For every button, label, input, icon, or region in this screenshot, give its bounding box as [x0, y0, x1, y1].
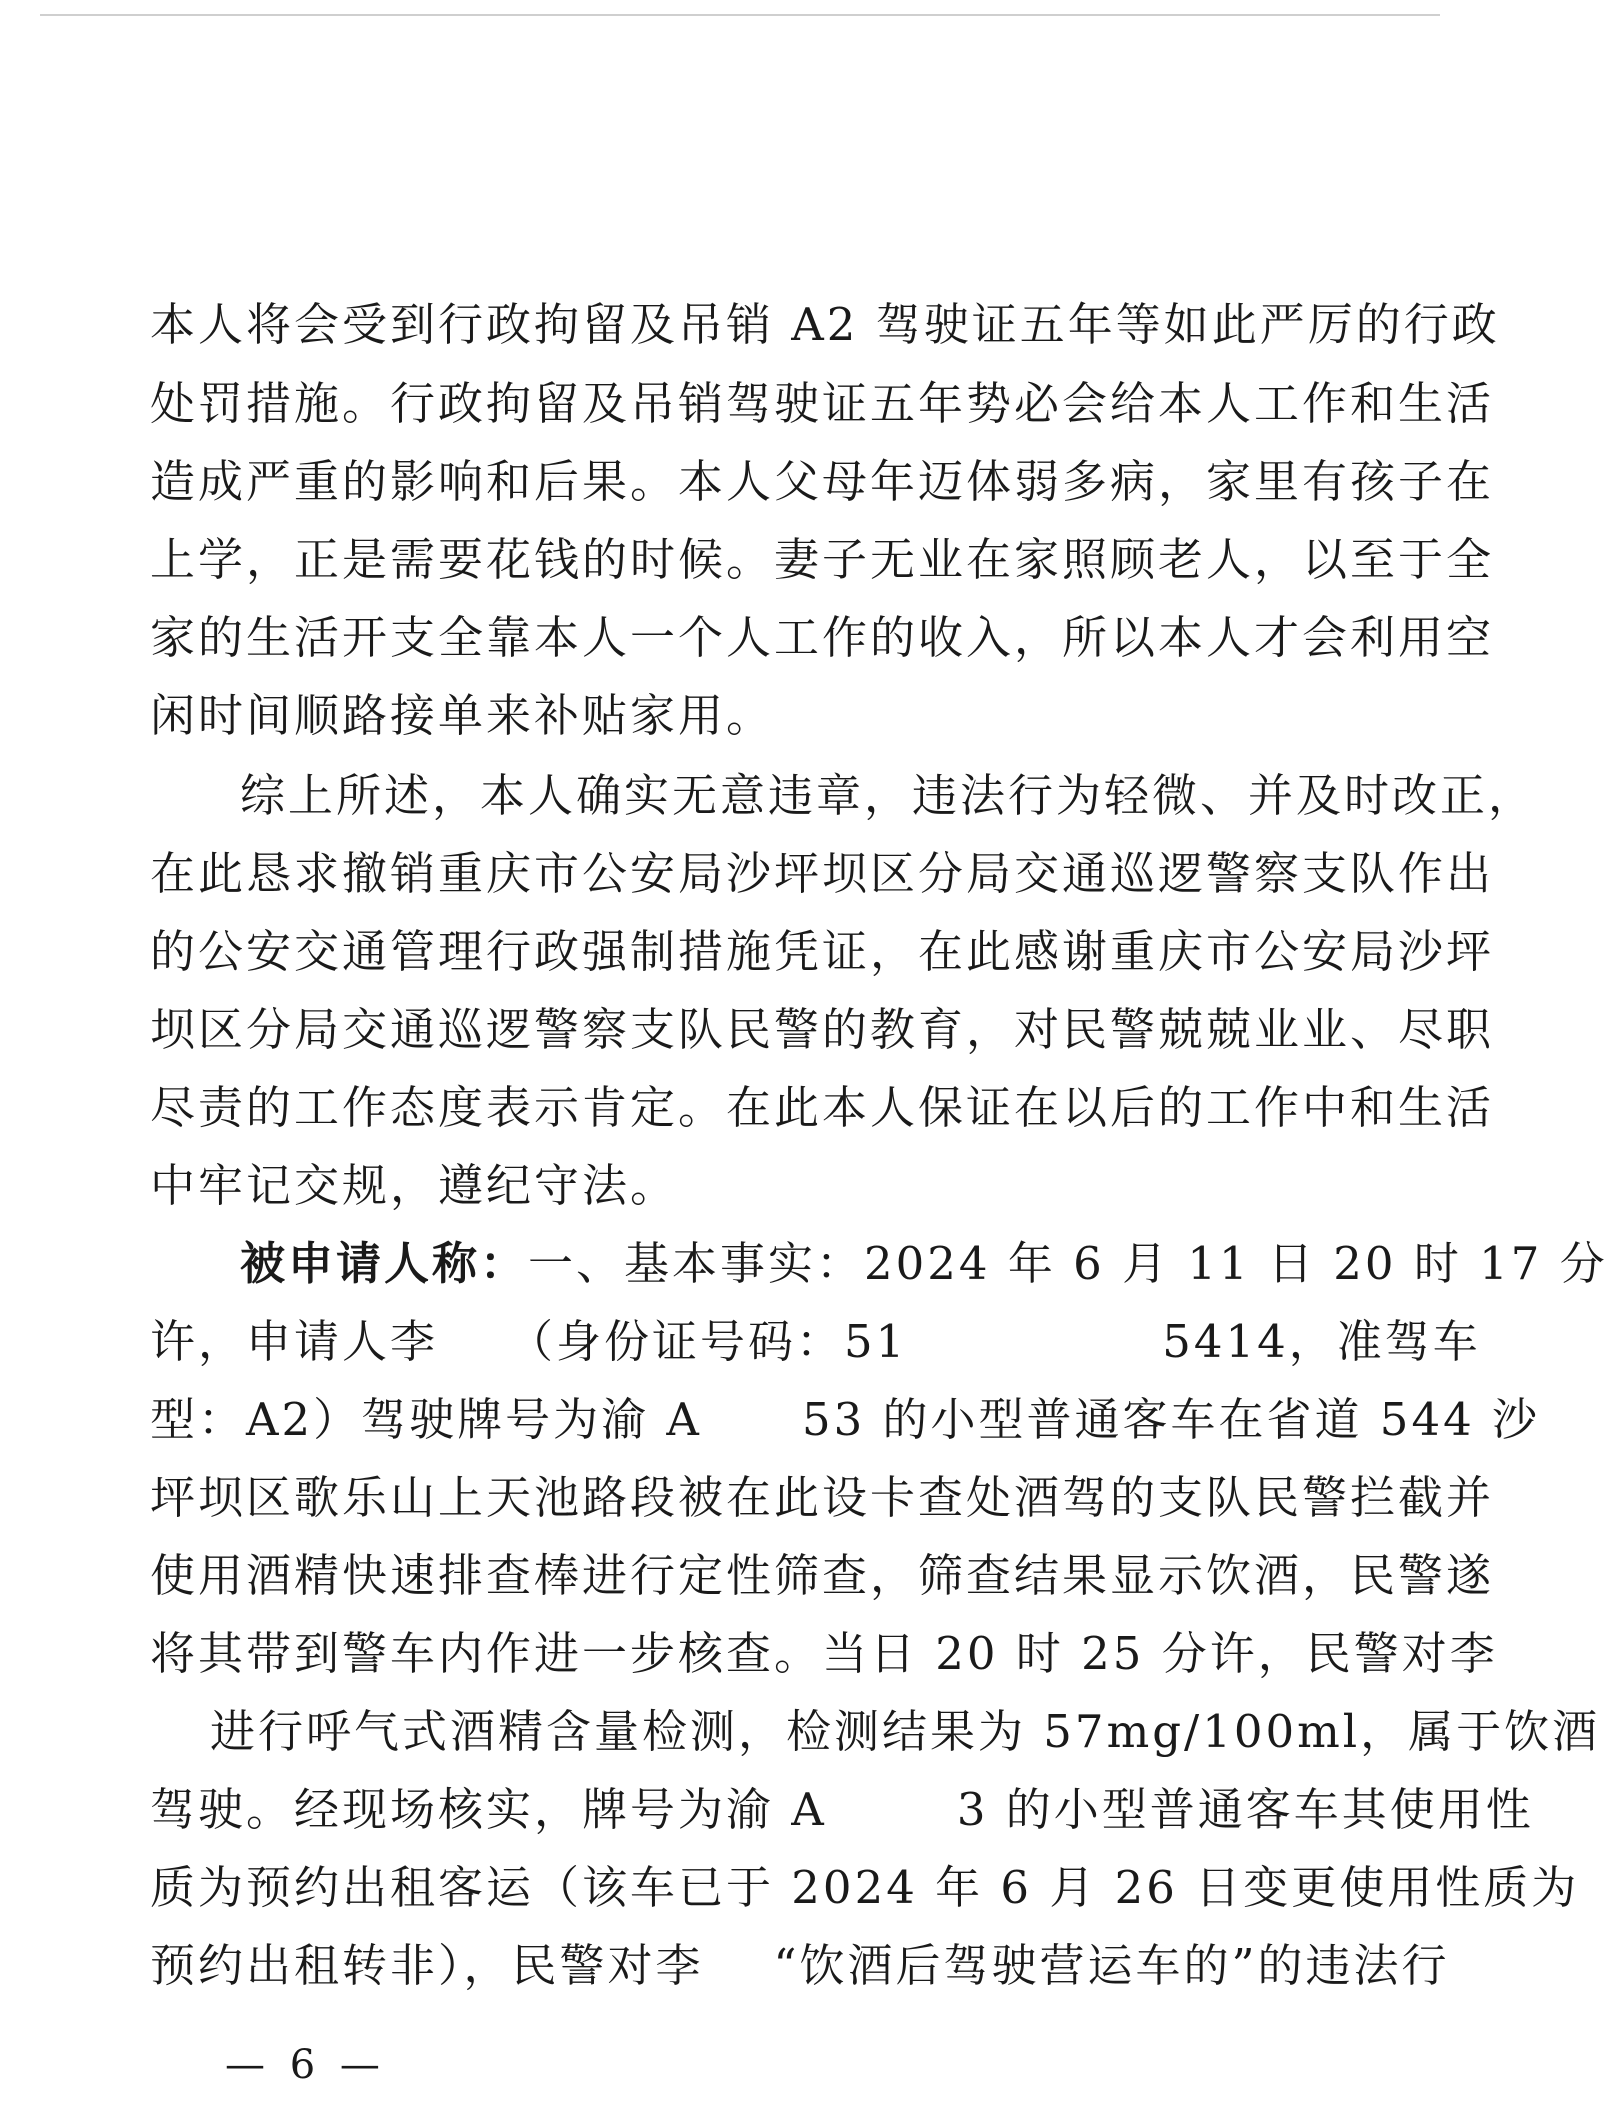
paragraph-line: 在此恳求撤销重庆市公安局沙坪坝区分局交通巡逻警察支队作出 — [150, 847, 1495, 900]
paragraph-text: 预约出租转非），民警对李 — [150, 1939, 704, 1992]
paragraph-line: 本人将会受到行政拘留及吊销 A2 驾驶证五年等如此严厉的行政 — [150, 298, 1500, 351]
paragraph-line: 将其带到警车内作进一步核查。当日 20 时 25 分许，民警对李 — [150, 1627, 1498, 1680]
paragraph-text: 型：A2）驾驶牌号为渝 A — [150, 1393, 702, 1446]
paragraph-line: 处罚措施。行政拘留及吊销驾驶证五年势必会给本人工作和生活 — [150, 377, 1495, 430]
paragraph-line: 质为预约出租客运（该车已于 2024 年 6 月 26 日变更使用性质为 — [150, 1861, 1580, 1914]
page-number: — 6 — — [225, 2042, 386, 2088]
paragraph-text: 进行呼气式酒精含量检测，检测结果为 57mg/100ml，属于饮酒 — [210, 1705, 1601, 1758]
paragraph-line: 闲时间顺路接单来补贴家用。 — [150, 689, 775, 742]
paragraph-text: （身份证号码：51 — [508, 1315, 908, 1368]
paragraph-line — [150, 1312, 1481, 1372]
paragraph-line: 使用酒精快速排查棒进行定性筛查，筛查结果显示饮酒，民警遂 — [150, 1549, 1495, 1602]
paragraph-line — [150, 1390, 1541, 1450]
paragraph-line — [150, 1702, 1601, 1762]
paragraph-text: 53 的小型普通客车在省道 544 沙 — [801, 1393, 1541, 1446]
paragraph-line: 家的生活开支全靠本人一个人工作的收入，所以本人才会利用空 — [150, 611, 1495, 664]
paragraph-line: 的公安交通管理行政强制措施凭证，在此感谢重庆市公安局沙坪 — [150, 925, 1495, 978]
paragraph-text: 一、基本事实：2024 年 6 月 11 日 20 时 17 分 — [528, 1237, 1608, 1290]
paragraph-line: 综上所述，本人确实无意违章，违法行为轻微、并及时改正， — [240, 769, 1537, 822]
paragraph-line: 坪坝区歌乐山上天池路段被在此设卡查处酒驾的支队民警拦截并 — [150, 1471, 1495, 1524]
paragraph-line — [150, 1780, 1534, 1840]
paragraph-line — [150, 1936, 1450, 1996]
paragraph-text: 5414，准驾车 — [1162, 1315, 1481, 1368]
paragraph-text: 许，申请人李 — [150, 1315, 439, 1368]
paragraph-line: 中牢记交规，遵纪守法。 — [150, 1159, 679, 1212]
paragraph-line: 坝区分局交通巡逻警察支队民警的教育，对民警兢兢业业、尽职 — [150, 1003, 1495, 1056]
paragraph-text: “饮酒后驾驶营运车的”的违法行 — [773, 1939, 1450, 1992]
paragraph-line: 上学，正是需要花钱的时候。妻子无业在家照顾老人，以至于全 — [150, 533, 1495, 586]
paragraph-text: 驾驶。经现场核实，牌号为渝 A — [150, 1783, 827, 1836]
paragraph-line: 造成严重的影响和后果。本人父母年迈体弱多病，家里有孩子在 — [150, 455, 1495, 508]
paragraph-line: 尽责的工作态度表示肯定。在此本人保证在以后的工作中和生活 — [150, 1081, 1495, 1134]
respondent-lead: 被申请人称： — [240, 1237, 529, 1290]
paragraph-line — [240, 1234, 1608, 1294]
paragraph-text: 3 的小型普通客车其使用性 — [956, 1783, 1534, 1836]
